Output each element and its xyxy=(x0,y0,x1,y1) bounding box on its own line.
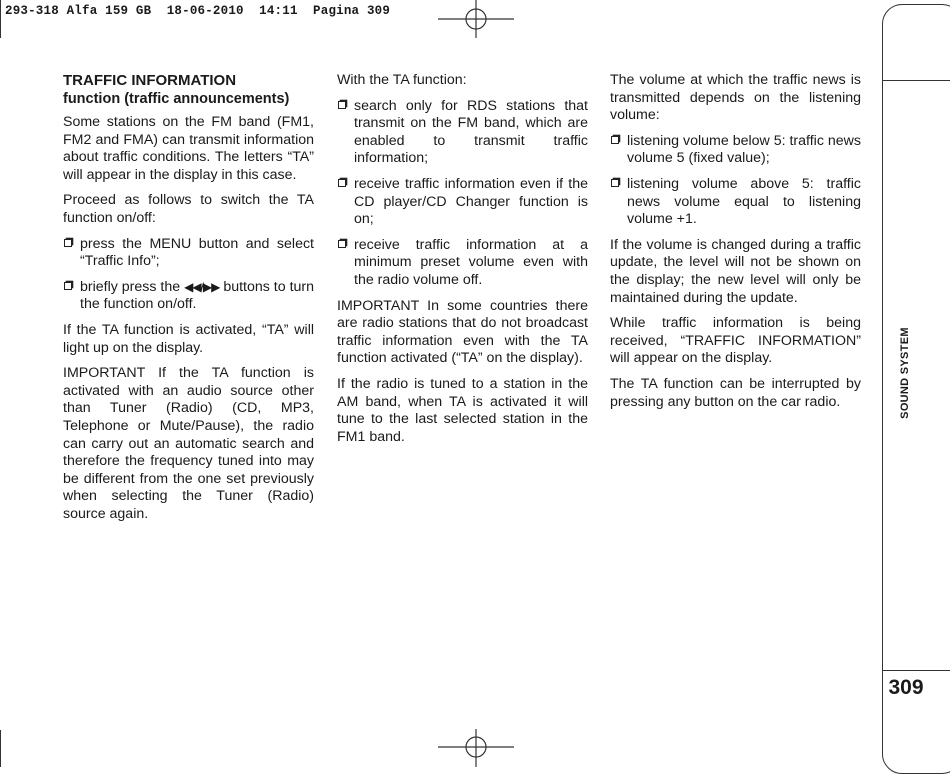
list-item-text: listening volume above 5: traffic news volume equal to listening volume +1. xyxy=(627,175,861,228)
section-label-text: SOUND SYSTEM xyxy=(899,327,911,419)
list-item xyxy=(610,176,861,229)
registration-mark-bottom-icon xyxy=(438,727,518,767)
paragraph: Proceed as follows to switch the TA function on/off: xyxy=(63,192,314,226)
list-item-text: receive traffic information even if the CD player/CD Changer function is on; xyxy=(354,175,588,228)
list-item xyxy=(63,236,314,271)
section-title: TRAFFIC INFORMATION xyxy=(63,72,237,89)
paragraph: The volume at which the traffic news is transmitted depends on the listening volume: xyxy=(610,72,861,124)
seek-buttons-icon: ◀◀/▶▶ xyxy=(184,279,220,294)
paragraph: IMPORTANT If the TA function is activated with an audio source other than Tuner (Radio) (CD, MP3, Telephone or Mute/Pause), the radio can carry out an automatic search and therefore the frequency tuned into may be different from the one set previously when selecting the Tuner (Radio) source again. xyxy=(63,365,314,522)
list-item-text: press the MENU button and select “Traffic Info”; xyxy=(80,235,314,270)
list-item xyxy=(337,98,588,168)
paragraph: The TA function can be interrupted by pressing any button on the car radio. xyxy=(610,375,861,410)
section-subtitle: function (traffic announcements) xyxy=(63,91,290,107)
crop-mark-top-left xyxy=(0,0,1,38)
list-item-text: listening volume below 5: traffic news volume 5 (fixed value); xyxy=(627,132,861,167)
paragraph: If the TA function is activated, “TA” will light up on the display. xyxy=(63,321,314,356)
checkbox-bullet-icon xyxy=(611,179,619,187)
column-1 xyxy=(63,72,314,531)
page-number: 309 xyxy=(888,676,924,699)
side-tab xyxy=(882,4,950,774)
checkbox-bullet-icon xyxy=(338,240,346,248)
paragraph: While traffic information is being received, “TRAFFIC INFORMATION” will appear on the display. xyxy=(610,315,861,367)
list-item xyxy=(337,176,588,229)
checkbox-bullet-icon xyxy=(338,179,346,187)
paragraph: Some stations on the FM band (FM1, FM2 and FMA) can transmit information about traffic conditions. The letters “TA” will appear in the display in this case. xyxy=(63,114,314,183)
crop-mark-bottom-left xyxy=(0,730,1,767)
column-2 xyxy=(337,72,588,454)
paragraph: If the radio is tuned to a station in the AM band, when TA is activated it will tune to the last selected station in the FM1 band. xyxy=(337,375,588,445)
list-item xyxy=(610,133,861,168)
list-item xyxy=(337,237,588,290)
checkbox-bullet-icon xyxy=(64,239,72,247)
list-item-text: briefly press the xyxy=(80,278,181,295)
checkbox-bullet-icon xyxy=(338,101,346,109)
list-item xyxy=(63,279,314,314)
registration-mark-top-icon xyxy=(438,0,518,40)
list-item-text: buttons to turn the function on/off. xyxy=(80,278,315,313)
column-3 xyxy=(610,72,861,419)
print-header: 293-318 Alfa 159 GB 18-06-2010 14:11 Pagina 309 xyxy=(5,4,391,18)
side-tab-divider xyxy=(882,80,950,81)
paragraph: With the TA function: xyxy=(337,72,467,88)
checkbox-bullet-icon xyxy=(64,282,72,290)
paragraph: IMPORTANT In some countries there are radio stations that do not broadcast traffic information even with the TA function activated (“TA” on the display). xyxy=(337,297,588,367)
list-item-text: receive traffic information at a minimum preset volume even with the radio volume off. xyxy=(354,236,588,288)
list-item-text: search only for RDS stations that transmit on the FM band, which are enabled to transmit traffic information; xyxy=(354,97,588,167)
paragraph: If the volume is changed during a traffic update, the level will not be shown on the display; the new level will only be maintained during the update. xyxy=(610,236,861,306)
checkbox-bullet-icon xyxy=(611,136,619,144)
side-tab-divider xyxy=(882,670,950,671)
